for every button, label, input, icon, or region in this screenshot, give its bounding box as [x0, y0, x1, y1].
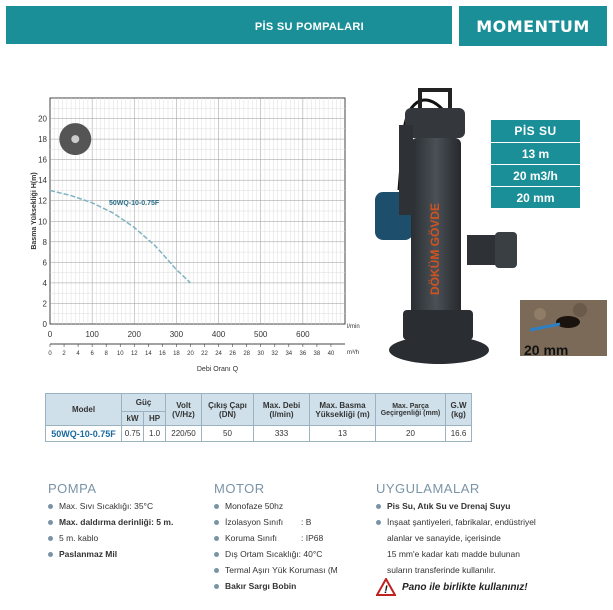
cell-model: 50WQ-10-0.75F	[46, 426, 122, 442]
cell-cap: 50	[202, 426, 254, 442]
list-item: Dış Ortam Sıcaklığı: 40°C	[214, 546, 338, 562]
brand-box	[459, 6, 607, 46]
pump-body-label: DÖKÜM GÖVDE	[428, 202, 442, 295]
motor-list	[214, 498, 338, 594]
spec-box	[491, 120, 580, 208]
x2-tick-label: 30	[257, 351, 265, 357]
spec-head: 13 m	[491, 142, 580, 164]
inset-label: 20 mm	[524, 342, 569, 358]
x2-tick-label: 24	[215, 351, 222, 357]
x-unit-lmin: l/min	[347, 324, 360, 330]
warning-icon	[376, 578, 396, 596]
x2-tick-label: 14	[144, 351, 152, 357]
cell-debi: 333	[254, 426, 310, 442]
y-axis-label: Basma Yüksekliği H(m)	[31, 172, 38, 250]
y-tick-label: 12	[38, 196, 47, 206]
y-tick-label: 14	[38, 176, 47, 186]
x2-tick-label: 6	[90, 351, 94, 357]
list-item: Max. daldırma derinliği: 5 m.	[48, 514, 173, 530]
list-item: Max. Sıvı Sıcaklığı: 35°C	[48, 498, 173, 514]
spec-flow: 20 m3/h	[491, 164, 580, 186]
y-tick-label: 10	[38, 217, 47, 227]
x2-tick-label: 10	[116, 351, 124, 357]
spec-passage: 20 mm	[491, 186, 580, 208]
motor-title: MOTOR	[214, 481, 265, 496]
x-tick-label: 400	[211, 330, 226, 339]
uygulamalar-list	[376, 498, 536, 578]
x-unit-m3h: m³/h	[347, 350, 359, 356]
th-debi: Max. Debi (l/min)	[254, 394, 310, 426]
th-volt: Volt (V/Hz)	[166, 394, 202, 426]
x2-tick-label: 22	[201, 351, 208, 357]
x-tick-label: 500	[254, 330, 268, 339]
list-item: Paslanmaz Mil	[48, 546, 173, 562]
list-item: Koruma Sınıfı : IP68	[214, 530, 338, 546]
x2-tick-label: 4	[76, 351, 80, 357]
x2-tick-label: 28	[243, 351, 251, 357]
cell-basma: 13	[310, 426, 376, 442]
y-tick-label: 2	[42, 299, 47, 309]
x2-tick-label: 32	[271, 351, 279, 357]
y-tick-label: 8	[42, 237, 47, 247]
uygulamalar-title: UYGULAMALAR	[376, 481, 480, 496]
x-tick-label: 200	[127, 330, 141, 339]
th-cap: Çıkış Çapı (DN)	[202, 394, 254, 426]
svg-text:!: !	[384, 584, 388, 596]
x2-tick-label: 2	[62, 351, 66, 357]
list-item: Monofaze 50hz	[214, 498, 338, 514]
y-tick-label: 20	[38, 114, 47, 124]
x2-tick-label: 8	[104, 351, 108, 357]
cell-volt: 220/50	[166, 426, 202, 442]
y-tick-label: 4	[42, 278, 47, 288]
cell-gw: 16.6	[446, 426, 472, 442]
list-item: alanlar ve sanayide, içerisinde	[387, 533, 501, 543]
list-item: 15 mm'e kadar katı madde bulunan	[387, 549, 520, 559]
x2-tick-label: 36	[299, 351, 307, 357]
y-tick-label: 16	[38, 155, 47, 165]
x2-tick-label: 12	[130, 351, 138, 357]
x2-tick-label: 34	[285, 351, 293, 357]
spec-table	[45, 393, 472, 442]
list-item: suların transferinde kullanılır.	[387, 565, 496, 575]
pano-text: Pano ile birlikte kullanınız!	[402, 581, 528, 593]
x-axis-label: Debi Oranı Q	[196, 366, 239, 373]
x2-tick-label: 26	[229, 351, 236, 357]
th-kw: kW	[122, 412, 144, 426]
y-tick-label: 18	[38, 135, 47, 145]
th-parca: Max. Parça Geçirgenliği (mm)	[376, 394, 446, 426]
cell-kw: 0.75	[122, 426, 144, 442]
x-tick-label: 300	[169, 330, 184, 339]
pompa-title: POMPA	[48, 481, 97, 496]
x-tick-label: 100	[85, 330, 99, 339]
list-item: Pis Su, Atık Su ve Drenaj Suyu	[376, 498, 536, 514]
pompa-list	[48, 498, 173, 562]
list-item: Termal Aşırı Yük Koruması (M	[214, 562, 338, 578]
x2-tick-label: 16	[159, 351, 166, 357]
y-tick-label: 6	[42, 258, 47, 268]
x2-tick-label: 40	[327, 351, 335, 357]
th-hp: HP	[144, 412, 166, 426]
cell-hp: 1.0	[144, 426, 166, 442]
page-title: PİS SU POMPALARI	[254, 21, 364, 33]
x2-tick-label: 0	[48, 351, 52, 357]
performance-chart	[0, 90, 360, 380]
x-tick-label: 600	[296, 330, 310, 339]
th-guc: Güç	[122, 394, 166, 412]
list-item: 5 m. kablo	[48, 530, 173, 546]
header-bar	[6, 6, 452, 44]
th-gw: G.W (kg)	[446, 394, 472, 426]
x2-tick-label: 18	[173, 351, 180, 357]
cell-parca: 20	[376, 426, 446, 442]
y-tick-label: 0	[42, 320, 47, 329]
x-tick-label: 0	[47, 330, 53, 339]
impeller-hub	[71, 135, 79, 143]
brand-logo: MOMENTUM	[476, 16, 590, 36]
list-item: İnşaat şantiyeleri, fabrikalar, endüstriyel	[376, 514, 536, 530]
list-item: Bakır Sargı Bobin	[214, 578, 338, 594]
series-label: 50WQ-10-0.75F	[109, 199, 160, 207]
spec-heading: PİS SU	[491, 120, 580, 142]
pano-warning	[376, 578, 528, 596]
x2-tick-label: 38	[313, 351, 321, 357]
list-item: İzolasyon Sınıfı : B	[214, 514, 338, 530]
th-basma: Max. Basma Yüksekliği (m)	[310, 394, 376, 426]
th-model: Model	[46, 394, 122, 426]
x2-tick-label: 20	[187, 351, 194, 357]
